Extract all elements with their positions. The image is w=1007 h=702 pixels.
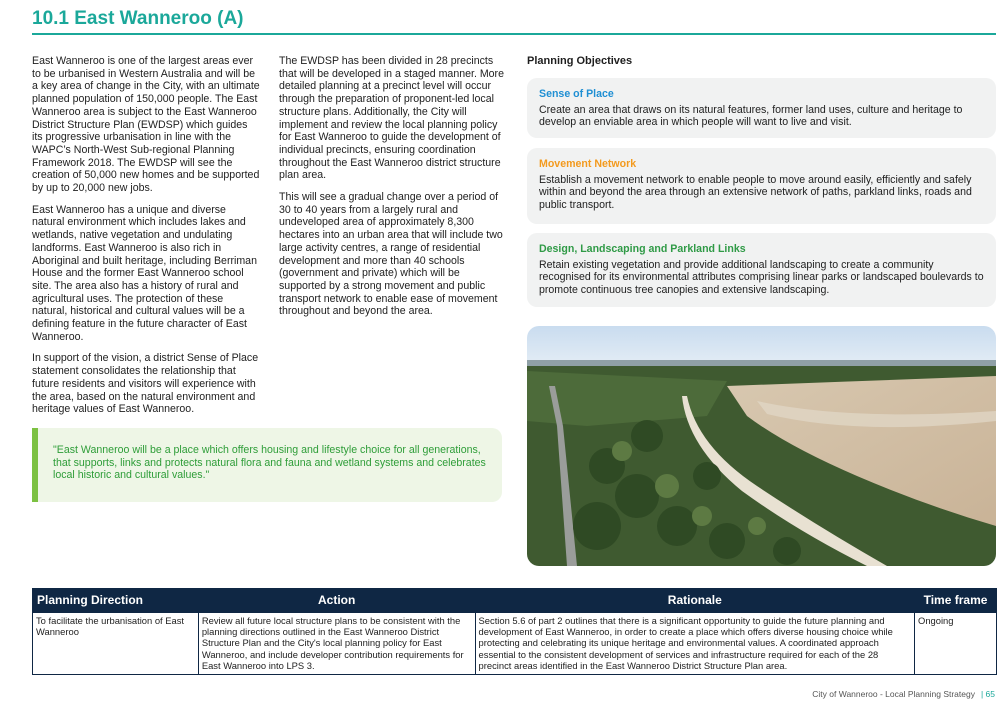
page-title: 10.1 East Wanneroo (A) — [32, 8, 244, 29]
objective-card-design-landscaping — [527, 233, 996, 307]
objective-text: Create an area that draws on its natural features, former land uses, culture and heritage to develop an enviable area in which people will want to live and visit. — [539, 103, 963, 129]
intro-paragraph-1: East Wanneroo is one of the largest areas ever to be urbanised in Western Australia and will be a key area of change in the City, with an ultimate planned population of 150,000 people. The East Wanneroo area is subject to the East Wanneroo District Structure Plan (EWDSP) which guides its progressive urbanisation in line with the WAPC’s North-West Sub-regional Planning Framework 2018. The EWDSP will see the creation of 50,000 new homes and be supported by up to 20,000 new jobs. — [32, 55, 260, 195]
objective-text: Retain existing vegetation and provide additional landscaping to create a community recognised for its environmental attributes comprising linear parks or landscaped boulevards to promote continuous tree canopies and extensive landscaping. — [539, 258, 984, 297]
page-footer — [812, 689, 995, 699]
title-divider — [32, 33, 996, 35]
intro-paragraph-3: In support of the vision, a district Sense of Place statement consolidates the relationship that future residents and visitors will experience with the area, based on the natural environment and heritage values of East Wanneroo. — [32, 352, 259, 416]
page-number: | 65 — [980, 689, 995, 699]
objective-card-sense-of-place — [527, 78, 996, 138]
cell-direction: To facilitate the urbanisation of East Wanneroo — [33, 613, 199, 675]
cell-action: Review all future local structure plans to be consistent with the planning directions outlined in the East Wanneroo District Structure Plan and the City's local planning policy for East Wanneroo, and include developer contribution requirements for East Wanneroo into LPS 3. — [198, 613, 475, 675]
objective-title: Sense of Place — [539, 88, 614, 100]
objectives-heading: Planning Objectives — [527, 55, 633, 67]
cell-rationale: Section 5.6 of part 2 outlines that there is a significant opportunity to guide the future planning and development of East Wanneroo, in order to create a place which offers diverse housing choice while protecting and celebrating its unique heritage and environmental values. A coordinated approach essential to the consistent development of services and infrastructure required for each of the 28 precinct areas identified in the East Wanneroo District Structure Plan area. — [475, 613, 914, 675]
cell-timeframe: Ongoing — [915, 613, 997, 675]
objective-card-movement-network — [527, 148, 996, 224]
header-planning-direction: Planning Direction — [33, 589, 199, 613]
aerial-photo — [527, 326, 996, 566]
intro-paragraph-2: East Wanneroo has a unique and diverse natural environment which includes lakes and wetlands, native vegetation and undulating landforms. East Wanneroo is also rich in Aboriginal and built heritage, including Berriman House and the former East Wanneroo school site. The area also has a history of rural and agricultural uses. The protection of these natural, historical and cultural values will be a defining feature in the future character of East Wanneroo. — [32, 203, 257, 343]
planning-direction-table — [32, 588, 997, 675]
table-row — [33, 613, 997, 675]
footer-document-title: City of Wanneroo - Local Planning Strategy — [812, 689, 975, 699]
table-header-row — [33, 589, 997, 613]
vision-quote: "East Wanneroo will be a place which offers housing and lifestyle choice for all generations, that supports, links and protects natural flora and fauna and wetland systems and celebrates local historic and cultural values." — [32, 428, 502, 502]
header-action: Action — [198, 589, 475, 613]
header-time-frame: Time frame — [915, 589, 997, 613]
objective-title: Design, Landscaping and Parkland Links — [539, 243, 746, 255]
header-rationale: Rationale — [475, 589, 914, 613]
objective-text: Establish a movement network to enable people to move around easily, efficiently and safely within and beyond the area through an extensive network of paths, parkland links, roads and public transport. — [539, 173, 972, 212]
intro-column-right — [279, 55, 505, 327]
intro-column-left — [32, 55, 260, 425]
precinct-paragraph: The EWDSP has been divided in 28 precincts that will be developed in a staged manner. More detailed planning at a precinct level will occur through the preparation of proponent-led local structure plans. Additionally, the City will implement and review the local planning policy for East Wanneroo to guide the development of individual precincts, ensuring coordination throughout the East Wanneroo district structure plan area. — [279, 55, 504, 182]
objective-title: Movement Network — [539, 158, 637, 170]
change-paragraph: This will see a gradual change over a period of 30 to 40 years from a largely rural and undeveloped area of approximately 8,300 hectares into an urban area that will include two large activity centres, a range of residential development and more than 40 schools (government and private) which will be supported by a strong movement and public transport network to enable ease of movement throughout and beyond the area. — [279, 191, 503, 318]
